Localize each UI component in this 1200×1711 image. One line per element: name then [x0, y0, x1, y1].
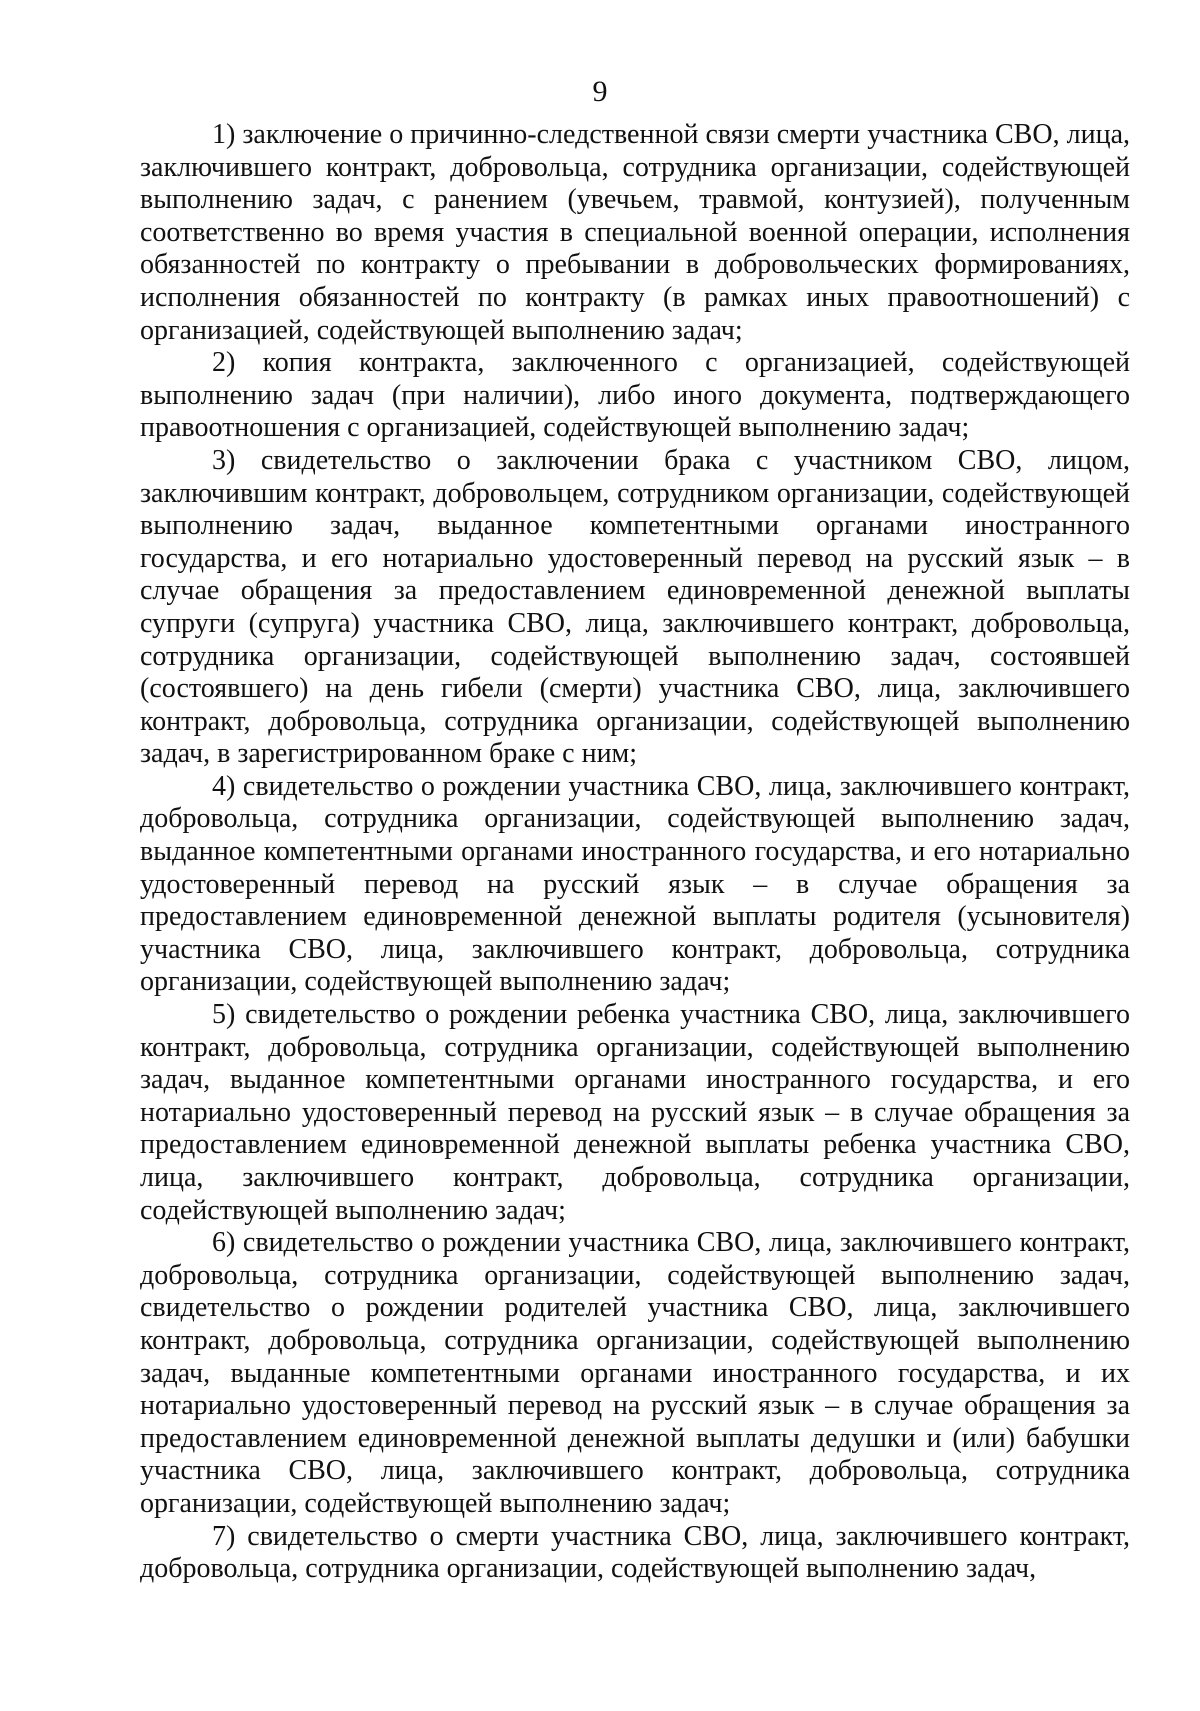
list-item-4: 4) свидетельство о рождении участника СВО, лица, заключившего контракт, добровольца, сотрудника организации, содействующей выполнению задач, выданное компетентными органами иностранного государства, и его нотариально удостоверенный перевод на русский язык – в случае обращения за предоставлением единовременной денежной выплаты родителя (усыновителя) участника СВО, лица, заключившего контракт, добровольца, сотрудника организации, содействующей выполнению задач; — [140, 770, 1130, 998]
list-item-6: 6) свидетельство о рождении участника СВО, лица, заключившего контракт, добровольца, сотрудника организации, содействующей выполнению задач, свидетельство о рождении родителей участника СВО, лица, заключившего контракт, добровольца, сотрудника организации, содействующей выполнению задач, выданные компетентными органами иностранного государства, и их нотариально удостоверенный перевод на русский язык – в случае обращения за предоставлением единовременной денежной выплаты дедушки и (или) бабушки участника СВО, лица, заключившего контракт, добровольца, сотрудника организации, содействующей выполнению задач; — [140, 1227, 1130, 1519]
page-number: 9 — [592, 75, 608, 108]
list-item-5: 5) свидетельство о рождении ребенка участника СВО, лица, заключившего контракт, добровольца, сотрудника организации, содействующей выполнению задач, выданное компетентными органами иностранного государства, и его нотариально удостоверенный перевод на русский язык – в случае обращения за предоставлением единовременной денежной выплаты ребенка участника СВО, лица, заключившего контракт, добровольца, сотрудника организации, содействующей выполнению задач; — [140, 999, 1130, 1226]
list-item-1: 1) заключение о причинно-следственной связи смерти участника СВО, лица, заключившего контракт, добровольца, сотрудника организации, содействующей выполнению задач, с ранением (увечьем, травмой, контузией), полученным соответственно во время участия в специальной военной операции, исполнения обязанностей по контракту о пребывании в добровольческих формированиях, исполнения обязанностей по контракту (в рамках иных правоотношений) с организацией, содействующей выполнению задач; — [140, 119, 1130, 346]
document-body — [140, 119, 1130, 1586]
list-item-2: 2) копия контракта, заключенного с организацией, содействующей выполнению задач (при наличии), либо иного документа, подтверждающего правоотношения с организацией, содействующей выполнению задач; — [140, 347, 1130, 444]
list-item-3: 3) свидетельство о заключении брака с участником СВО, лицом, заключившим контракт, добровольцем, сотрудником организации, содействующей выполнению задач, выданное компетентными органами иностранного государства, и его нотариально удостоверенный перевод на русский язык – в случае обращения за предоставлением единовременной денежной выплаты супруги (супруга) участника СВО, лица, заключившего контракт, добровольца, сотрудника организации, содействующей выполнению задач, состоявшей (состоявшего) на день гибели (смерти) участника СВО, лица, заключившего контракт, добровольца, сотрудника организации, содействующей выполнению задач, в зарегистрированном браке с ним; — [140, 444, 1130, 770]
list-item-7: 7) свидетельство о смерти участника СВО, лица, заключившего контракт, добровольца, сотрудника организации, содействующей выполнению задач, — [140, 1520, 1130, 1585]
